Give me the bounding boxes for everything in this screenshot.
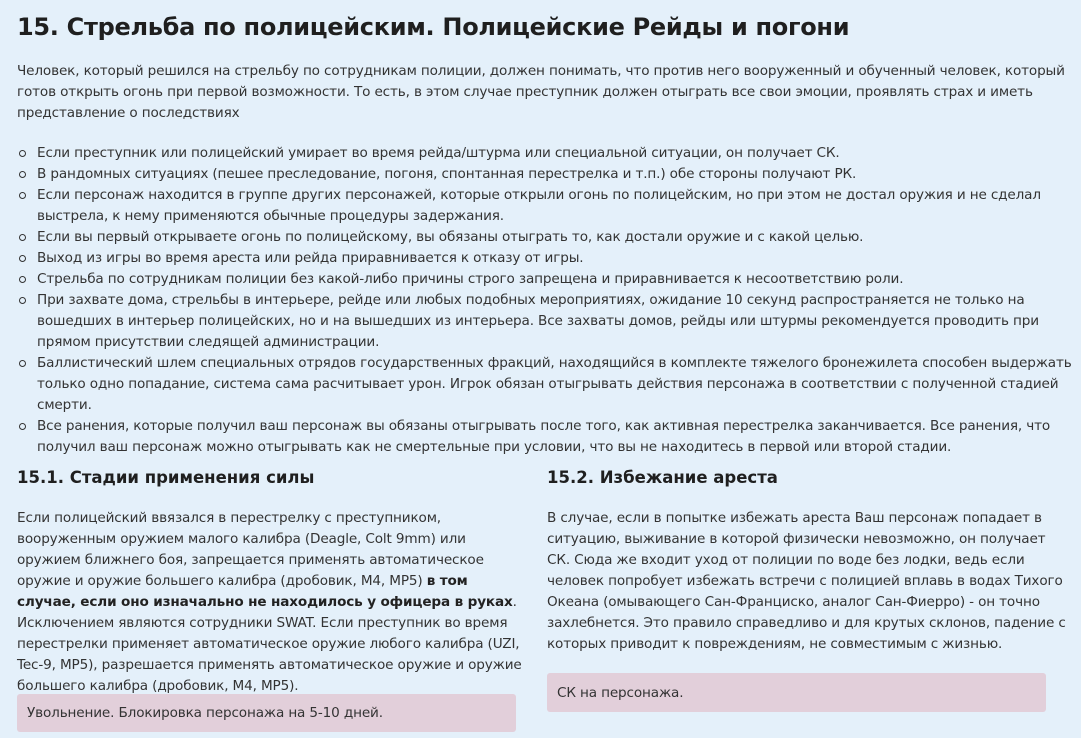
rules-list (17, 143, 1079, 458)
list-item (17, 269, 1079, 290)
circle-bullet-icon (19, 360, 26, 367)
circle-bullet-icon (19, 423, 26, 430)
list-item-text: Стрельба по сотрудникам полиции без какой-либо причины строго запрещена и приравнивается к несоответствию роли. (37, 271, 904, 287)
circle-bullet-icon (19, 150, 26, 157)
list-item-text: Если персонаж находится в группе других персонажей, которые открыли огонь по полицейским, но при этом не достал оружия и не сделал выстрела, к нему применяются обычные процедуры задержания. (37, 187, 1041, 224)
page-title: 15. Стрельба по полицейским. Полицейские Рейды и погони (17, 13, 850, 41)
list-item-text: Все ранения, которые получил ваш персонаж вы обязаны отыгрывать после того, как активная перестрелка заканчивается. Все ранения, что получил ваш персонаж можно отыгрывать как не смертельные при условии, что вы не находитесь в первой или второй стадии. (37, 418, 1051, 455)
list-item (17, 353, 1079, 416)
circle-bullet-icon (19, 192, 26, 199)
section-heading: 15.1. Стадии применения силы (17, 468, 315, 487)
list-item (17, 290, 1079, 353)
circle-bullet-icon (19, 276, 26, 283)
circle-bullet-icon (19, 234, 26, 241)
intro-paragraph: Человек, который решился на стрельбу по сотрудникам полиции, должен понимать, что против него вооруженный и обученный человек, который готов открыть огонь при первой возможности. То есть, в этом случае преступник должен отыграть все свои эмоции, проявлять страх и иметь представление о последствиях (17, 63, 1065, 121)
paragraph-bold-text: в том случае, если оно изначально не находилось у офицера в руках (17, 573, 513, 610)
section-heading: 15.2. Избежание ареста (547, 468, 778, 487)
list-item (17, 227, 1079, 248)
list-item (17, 164, 1079, 185)
list-item-text: Выход из игры во время ареста или рейда приравнивается к отказу от игры. (37, 250, 584, 266)
circle-bullet-icon (19, 297, 26, 304)
circle-bullet-icon (19, 255, 26, 262)
list-item-text: Если преступник или полицейский умирает во время рейда/штурма или специальной ситуации, он получает СК. (37, 145, 840, 161)
paragraph-text: Если полицейский ввязался в перестрелку с преступником, вооруженным оружием малого калибра (Deagle, Colt 9mm) или оружием ближнего боя, запрещается применять автоматическое оружие и оружие большего калибра (дробовик, M4, MP5) (17, 510, 484, 589)
list-item (17, 416, 1079, 458)
section-paragraph (17, 508, 522, 697)
paragraph-text: . Исключением являются сотрудники SWAT. Если преступник во время перестрелки применяет автоматическое оружие любого калибра (UZI, Tec-9, MP5), разрешается применять автоматическое оружие и оружие большего калибра (дробовик, M4, MP5). (17, 594, 522, 694)
section-evading-arrest (547, 466, 1067, 655)
list-item-text: Баллистический шлем специальных отрядов государственных фракций, находящийся в комплекте тяжелого бронежилета способен выдержать только одно попадание, система сама расчитывает урон. Игрок обязан отыгрывать действия персонажа в соответствии с полученной стадией смерти. (37, 355, 1072, 413)
list-item-text: Если вы первый открываете огонь по полицейскому, вы обязаны отыграть то, как достали оружие и с какой целью. (37, 229, 864, 245)
penalty-notice: СК на персонажа. (547, 673, 1046, 712)
list-item (17, 248, 1079, 269)
list-item-text: В рандомных ситуациях (пешее преследование, погоня, спонтанная перестрелка и т.п.) обе стороны получают РК. (37, 166, 857, 182)
penalty-notice: Увольнение. Блокировка персонажа на 5-10 дней. (17, 694, 516, 732)
list-item (17, 185, 1079, 227)
circle-bullet-icon (19, 171, 26, 178)
section-paragraph: В случае, если в попытке избежать ареста Ваш персонаж попадает в ситуацию, выживание в которой физически невозможно, он получает СК. Сюда же входит уход от полиции по воде без лодки, ведь если человек попробует избежать встречи с полицией вплавь в водах Тихого Океана (омывающего Сан-Франциско, аналог Сан-Фиерро) - он точно захлебнется. Это правило справедливо и для крутых склонов, падение с которых приводит к повреждениям, не совместимым с жизнью. (547, 510, 1066, 652)
section-use-of-force (17, 466, 522, 697)
list-item (17, 143, 1079, 164)
list-item-text: При захвате дома, стрельбы в интерьере, рейде или любых подобных мероприятиях, ожидание 10 секунд распространяется не только на вошедших в интерьер полицейских, но и на вышедших из интерьера. Все захваты домов, рейды или штурмы рекомендуется проводить при прямом присутствии следящей администрации. (37, 292, 1039, 350)
